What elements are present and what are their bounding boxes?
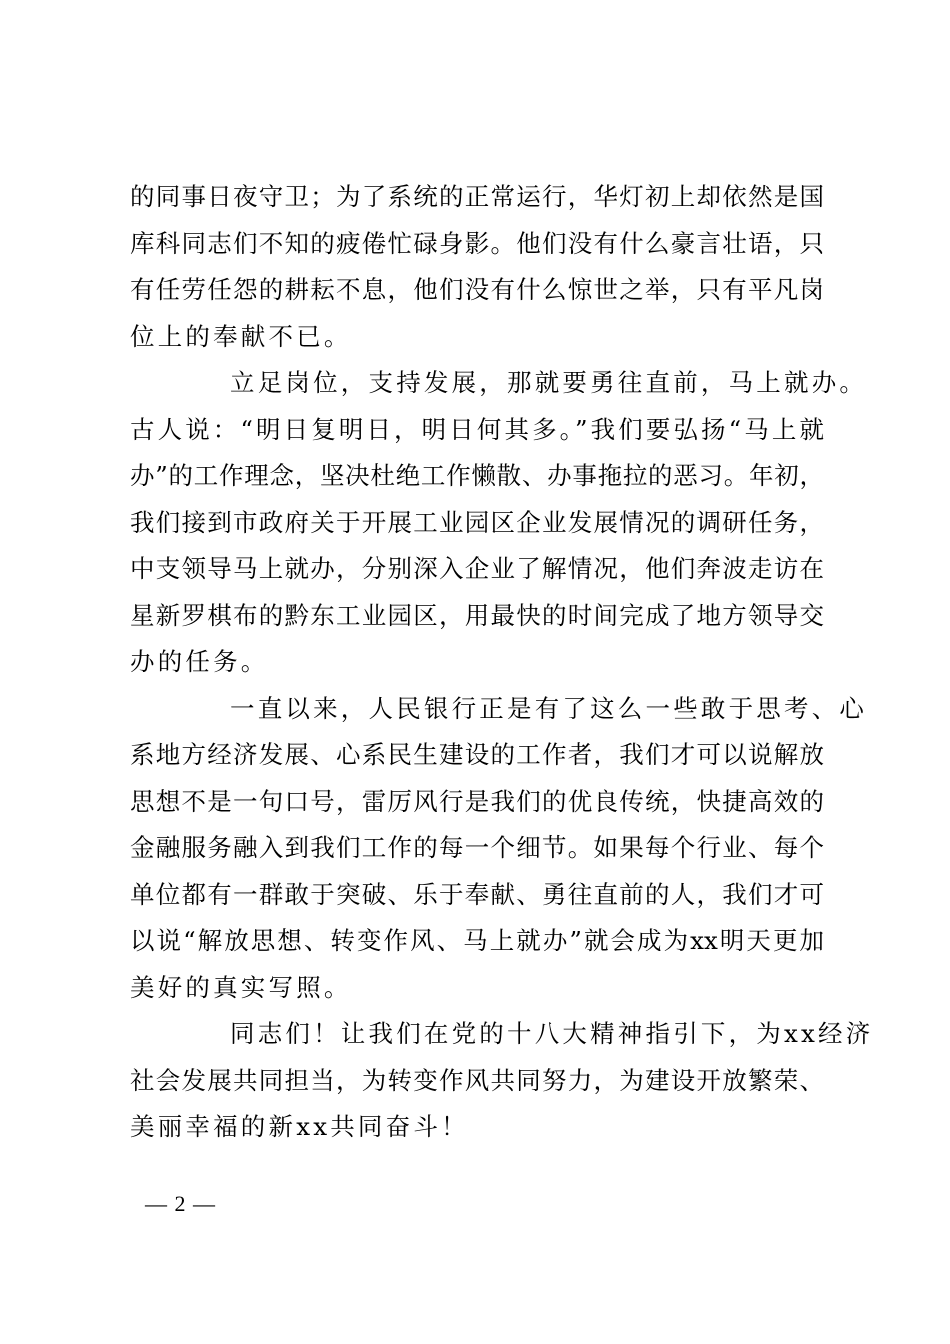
paragraph-line: 一直以来，人民银行正是有了这么一些敢于思考、心 bbox=[230, 693, 868, 723]
paragraph-4 bbox=[130, 1011, 874, 1151]
paragraph-line: 办的任务。 bbox=[130, 647, 269, 676]
paragraph-line: 中支领导马上就办，分别深入企业了解情况，他们奔波走访在 bbox=[130, 554, 824, 583]
paragraph-line: 社会发展共同担当，为转变作风共同努力，为建设开放繁荣、 bbox=[130, 1065, 824, 1095]
paragraph-3 bbox=[130, 686, 868, 1012]
paragraph-line: 同志们！让我们在党的十八大精神指引下，为xx经济 bbox=[230, 1019, 874, 1048]
paragraph-line: 库科同志们不知的疲倦忙碌身影。他们没有什么豪言壮语，只 bbox=[130, 228, 824, 258]
paragraph-line: 金融服务融入到我们工作的每一个细节。如果每个行业、每个 bbox=[130, 833, 824, 862]
paragraph-line: 星新罗棋布的黔东工业园区，用最快的时间完成了地方领导交 bbox=[130, 600, 824, 630]
body-text bbox=[130, 174, 874, 1151]
paragraph-line: 古人说：“明日复明日，明日何其多。”我们要弘扬“马上就 bbox=[130, 414, 824, 444]
paragraph-line: 以说“解放思想、转变作风、马上就办”就会成为xx明天更加 bbox=[130, 926, 824, 955]
paragraph-line: 思想不是一句口号，雷厉风行是我们的优良传统，快捷高效的 bbox=[130, 786, 824, 816]
paragraph-line: 美好的真实写照。 bbox=[130, 972, 352, 1002]
paragraph-line: 美丽幸福的新xx共同奋斗！ bbox=[130, 1112, 469, 1141]
page-number: — 2 — bbox=[145, 1191, 216, 1216]
paragraph-line: 有任劳任怨的耕耘不息，他们没有什么惊世之举，只有平凡岗 bbox=[130, 275, 824, 304]
paragraph-1 bbox=[130, 174, 824, 360]
paragraph-line: 的同事日夜守卫；为了系统的正常运行，华灯初上却依然是国 bbox=[130, 182, 824, 211]
paragraph-line: 我们接到市政府关于开展工业园区企业发展情况的调研任务， bbox=[130, 507, 824, 537]
paragraph-line: 系地方经济发展、心系民生建设的工作者，我们才可以说解放 bbox=[130, 740, 824, 769]
paragraph-line: 单位都有一群敢于突破、乐于奉献、勇往直前的人，我们才可 bbox=[130, 879, 824, 909]
paragraph-2 bbox=[130, 360, 868, 686]
paragraph-line: 立足岗位，支持发展，那就要勇往直前，马上就办。 bbox=[230, 368, 868, 397]
paragraph-line: 位上的奉献不已。 bbox=[130, 321, 352, 351]
paragraph-line: 办”的工作理念，坚决杜绝工作懒散、办事拖拉的恶习。年初， bbox=[130, 461, 824, 490]
